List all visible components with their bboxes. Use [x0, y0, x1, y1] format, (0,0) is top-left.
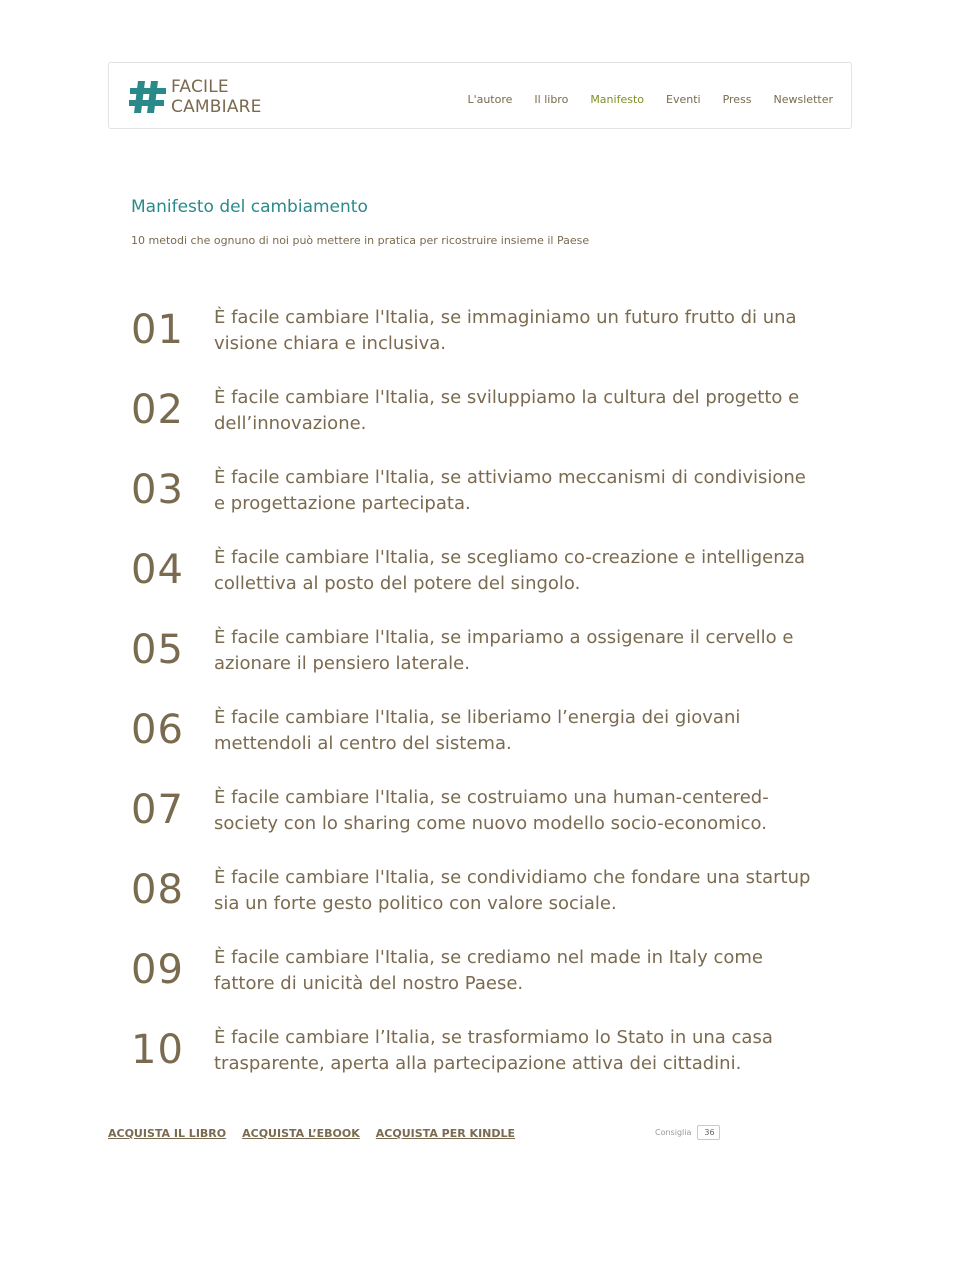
nav-item-eventi[interactable]: Eventi	[666, 93, 701, 106]
item-text: È facile cambiare l’Italia, se trasformiamo lo Stato in una casa trasparente, aperta alla partecipazione attiva dei cittadini.	[214, 1027, 773, 1074]
item-number: 08	[131, 867, 184, 913]
list-item	[131, 945, 831, 1025]
item-number: 10	[131, 1027, 184, 1073]
nav-item-libro[interactable]: Il libro	[534, 93, 569, 106]
item-text: È facile cambiare l'Italia, se immaginiamo un futuro frutto di una visione chiara e inclusiva.	[214, 307, 797, 354]
brand-line-1: FACILE	[171, 77, 229, 97]
nav-item-press[interactable]: Press	[722, 93, 752, 106]
item-number: 09	[131, 947, 184, 993]
item-number: 01	[131, 307, 184, 353]
item-text: È facile cambiare l'Italia, se attiviamo meccanismi di condivisione e progettazione partecipata.	[214, 467, 806, 514]
item-number: 05	[131, 627, 184, 673]
nav-item-newsletter[interactable]: Newsletter	[773, 93, 833, 106]
item-text: È facile cambiare l'Italia, se sviluppiamo la cultura del progetto e dell’innovazione.	[214, 387, 800, 434]
list-item	[131, 385, 831, 465]
like-button[interactable]: Consiglia	[655, 1128, 692, 1137]
like-count: 36	[697, 1125, 719, 1140]
item-number: 07	[131, 787, 184, 833]
manifesto-list	[131, 305, 831, 1105]
item-text: È facile cambiare l'Italia, se impariamo a ossigenare il cervello e azionare il pensiero laterale.	[214, 627, 794, 674]
buy-kindle-link[interactable]: ACQUISTA PER KINDLE	[375, 1127, 516, 1140]
site-header	[108, 62, 852, 129]
item-number: 03	[131, 467, 184, 513]
list-item	[131, 705, 831, 785]
page-subtitle: 10 metodi che ognuno di noi può mettere in pratica per ricostruire insieme il Paese	[131, 234, 590, 247]
item-text: È facile cambiare l'Italia, se scegliamo co-creazione e intelligenza collettiva al posto del potere del singolo.	[214, 547, 806, 594]
list-item	[131, 545, 831, 625]
item-number: 02	[131, 387, 184, 433]
main-nav	[445, 93, 833, 106]
list-item	[131, 865, 831, 945]
brand-line-2: CAMBIARE	[171, 97, 262, 117]
logo[interactable]	[129, 77, 262, 117]
brand-name	[171, 77, 262, 117]
hashtag-icon	[129, 78, 167, 116]
item-number: 04	[131, 547, 184, 593]
list-item	[131, 305, 831, 385]
item-text: È facile cambiare l'Italia, se crediamo nel made in Italy come fattore di unicità del nostro Paese.	[214, 947, 763, 994]
list-item	[131, 1025, 831, 1105]
list-item	[131, 785, 831, 865]
item-number: 06	[131, 707, 184, 753]
item-text: È facile cambiare l'Italia, se costruiamo una human-centered-society con lo sharing come nuovo modello socio-economico.	[214, 787, 769, 834]
list-item	[131, 625, 831, 705]
purchase-links	[108, 1127, 531, 1140]
like-widget	[655, 1125, 720, 1140]
list-item	[131, 465, 831, 545]
item-text: È facile cambiare l'Italia, se liberiamo l’energia dei giovani mettendoli al centro del sistema.	[214, 707, 741, 754]
page-title: Manifesto del cambiamento	[131, 197, 368, 217]
buy-book-link[interactable]: ACQUISTA IL LIBRO	[108, 1127, 227, 1140]
nav-item-manifesto[interactable]: Manifesto	[590, 93, 644, 106]
nav-item-autore[interactable]: L'autore	[467, 93, 513, 106]
item-text: È facile cambiare l'Italia, se condividiamo che fondare una startup sia un forte gesto politico con valore sociale.	[214, 867, 811, 914]
buy-ebook-link[interactable]: ACQUISTA L’EBOOK	[242, 1127, 360, 1140]
